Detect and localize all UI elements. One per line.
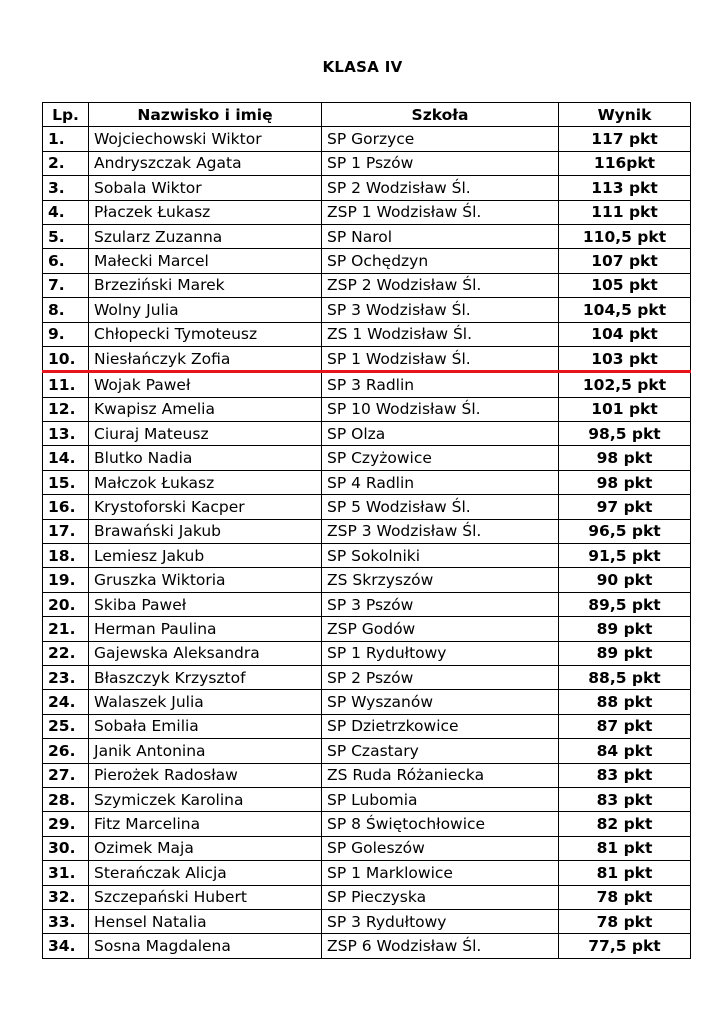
table-row [43,641,691,665]
table-row [43,322,691,346]
row-number: 25. [43,714,89,738]
student-name: Ozimek Maja [89,836,322,860]
result-value: 78 pkt [559,909,691,933]
student-name: Sobała Emilia [89,714,322,738]
school-name: ZS Skrzyszów [322,568,559,592]
result-value: 83 pkt [559,763,691,787]
table-row [43,519,691,543]
result-value: 113 pkt [559,176,691,200]
student-name: Blutko Nadia [89,446,322,470]
table-row [43,397,691,421]
table-row [43,665,691,689]
page-title: KLASA IV [322,58,403,76]
row-number: 20. [43,592,89,616]
row-number: 29. [43,812,89,836]
school-name: SP 3 Radlin [322,372,559,397]
row-number: 11. [43,372,89,397]
student-name: Szularz Zuzanna [89,224,322,248]
school-name: SP 3 Wodzisław Śl. [322,298,559,322]
school-name: SP Goleszów [322,836,559,860]
result-value: 81 pkt [559,861,691,885]
result-value: 87 pkt [559,714,691,738]
header-result: Wynik [559,103,691,127]
header-name: Nazwisko i imię [89,103,322,127]
student-name: Andryszczak Agata [89,151,322,175]
student-name: Skiba Paweł [89,592,322,616]
row-number: 12. [43,397,89,421]
student-name: Brzeziński Marek [89,273,322,297]
result-value: 78 pkt [559,885,691,909]
table-row [43,934,691,958]
school-name: ZSP 2 Wodzisław Śl. [322,273,559,297]
result-value: 96,5 pkt [559,519,691,543]
student-name: Walaszek Julia [89,690,322,714]
result-value: 104,5 pkt [559,298,691,322]
table-row [43,346,691,371]
student-name: Kwapisz Amelia [89,397,322,421]
school-name: SP Narol [322,224,559,248]
table-row [43,200,691,224]
result-value: 88,5 pkt [559,665,691,689]
row-number: 22. [43,641,89,665]
row-number: 4. [43,200,89,224]
student-name: Wolny Julia [89,298,322,322]
table-row [43,151,691,175]
school-name: SP 1 Marklowice [322,861,559,885]
result-value: 84 pkt [559,739,691,763]
student-name: Wojciechowski Wiktor [89,127,322,151]
result-value: 89,5 pkt [559,592,691,616]
row-number: 21. [43,617,89,641]
table-row [43,273,691,297]
row-number: 10. [43,346,89,371]
table-row [43,544,691,568]
school-name: ZSP 1 Wodzisław Śl. [322,200,559,224]
table-row [43,495,691,519]
row-number: 32. [43,885,89,909]
result-value: 82 pkt [559,812,691,836]
table-row [43,861,691,885]
row-number: 19. [43,568,89,592]
student-name: Hensel Natalia [89,909,322,933]
student-name: Sterańczak Alicja [89,861,322,885]
student-name: Niesłańczyk Zofia [89,346,322,371]
school-name: SP 2 Pszów [322,665,559,689]
result-value: 89 pkt [559,641,691,665]
row-number: 9. [43,322,89,346]
student-name: Fitz Marcelina [89,812,322,836]
student-name: Krystoforski Kacper [89,495,322,519]
result-value: 101 pkt [559,397,691,421]
row-number: 33. [43,909,89,933]
table-row [43,127,691,151]
row-number: 2. [43,151,89,175]
table-row [43,470,691,494]
student-name: Pierożek Radosław [89,763,322,787]
result-value: 104 pkt [559,322,691,346]
row-number: 34. [43,934,89,958]
school-name: SP Czyżowice [322,446,559,470]
student-name: Sobala Wiktor [89,176,322,200]
school-name: ZSP 3 Wodzisław Śl. [322,519,559,543]
row-number: 23. [43,665,89,689]
result-value: 97 pkt [559,495,691,519]
header-school: Szkoła [322,103,559,127]
table-row [43,714,691,738]
row-number: 30. [43,836,89,860]
student-name: Herman Paulina [89,617,322,641]
table-row [43,372,691,397]
row-number: 13. [43,422,89,446]
table-row [43,224,691,248]
school-name: SP Pieczyska [322,885,559,909]
student-name: Szymiczek Karolina [89,787,322,811]
school-name: SP 1 Rydułtowy [322,641,559,665]
result-value: 111 pkt [559,200,691,224]
student-name: Płaczek Łukasz [89,200,322,224]
result-value: 88 pkt [559,690,691,714]
header-lp: Lp. [43,103,89,127]
row-number: 16. [43,495,89,519]
school-name: SP 5 Wodzisław Śl. [322,495,559,519]
student-name: Gruszka Wiktoria [89,568,322,592]
student-name: Janik Antonina [89,739,322,763]
student-name: Szczepański Hubert [89,885,322,909]
result-value: 98 pkt [559,470,691,494]
row-number: 7. [43,273,89,297]
school-name: SP Sokolniki [322,544,559,568]
row-number: 31. [43,861,89,885]
row-number: 6. [43,249,89,273]
result-value: 102,5 pkt [559,372,691,397]
result-value: 77,5 pkt [559,934,691,958]
result-value: 103 pkt [559,346,691,371]
result-value: 117 pkt [559,127,691,151]
school-name: SP Dzietrzkowice [322,714,559,738]
school-name: SP 3 Pszów [322,592,559,616]
result-value: 83 pkt [559,787,691,811]
row-number: 24. [43,690,89,714]
results-table [42,102,691,959]
student-name: Gajewska Aleksandra [89,641,322,665]
table-row [43,446,691,470]
result-value: 110,5 pkt [559,224,691,248]
table-row [43,568,691,592]
result-value: 107 pkt [559,249,691,273]
school-name: ZS 1 Wodzisław Śl. [322,322,559,346]
row-number: 14. [43,446,89,470]
table-row [43,249,691,273]
table-row [43,885,691,909]
table-body [43,127,691,958]
row-number: 17. [43,519,89,543]
table-row [43,836,691,860]
student-name: Chłopecki Tymoteusz [89,322,322,346]
row-number: 5. [43,224,89,248]
school-name: SP Czastary [322,739,559,763]
result-value: 105 pkt [559,273,691,297]
student-name: Błaszczyk Krzysztof [89,665,322,689]
table-row [43,422,691,446]
school-name: SP 1 Wodzisław Śl. [322,346,559,371]
table-row [43,812,691,836]
row-number: 8. [43,298,89,322]
school-name: SP Lubomia [322,787,559,811]
school-name: ZSP 6 Wodzisław Śl. [322,934,559,958]
student-name: Brawański Jakub [89,519,322,543]
table-row [43,592,691,616]
student-name: Małecki Marcel [89,249,322,273]
result-value: 116pkt [559,151,691,175]
table-row [43,909,691,933]
table-row [43,617,691,641]
school-name: SP Olza [322,422,559,446]
school-name: SP 1 Pszów [322,151,559,175]
row-number: 15. [43,470,89,494]
student-name: Lemiesz Jakub [89,544,322,568]
result-value: 98,5 pkt [559,422,691,446]
table-row [43,763,691,787]
student-name: Sosna Magdalena [89,934,322,958]
student-name: Ciuraj Mateusz [89,422,322,446]
table-row [43,787,691,811]
row-number: 28. [43,787,89,811]
table-row [43,690,691,714]
school-name: SP 2 Wodzisław Śl. [322,176,559,200]
school-name: SP 8 Świętochłowice [322,812,559,836]
table-row [43,298,691,322]
row-number: 3. [43,176,89,200]
result-value: 91,5 pkt [559,544,691,568]
table-row [43,739,691,763]
school-name: SP Wyszanów [322,690,559,714]
student-name: Małczok Łukasz [89,470,322,494]
school-name: SP 3 Rydułtowy [322,909,559,933]
row-number: 1. [43,127,89,151]
row-number: 26. [43,739,89,763]
row-number: 27. [43,763,89,787]
school-name: ZSP Godów [322,617,559,641]
school-name: ZS Ruda Różaniecka [322,763,559,787]
table-header-row [43,103,691,127]
result-value: 81 pkt [559,836,691,860]
school-name: SP Gorzyce [322,127,559,151]
school-name: SP Ochędzyn [322,249,559,273]
student-name: Wojak Paweł [89,372,322,397]
school-name: SP 10 Wodzisław Śl. [322,397,559,421]
row-number: 18. [43,544,89,568]
table-row [43,176,691,200]
result-value: 90 pkt [559,568,691,592]
result-value: 98 pkt [559,446,691,470]
result-value: 89 pkt [559,617,691,641]
school-name: SP 4 Radlin [322,470,559,494]
